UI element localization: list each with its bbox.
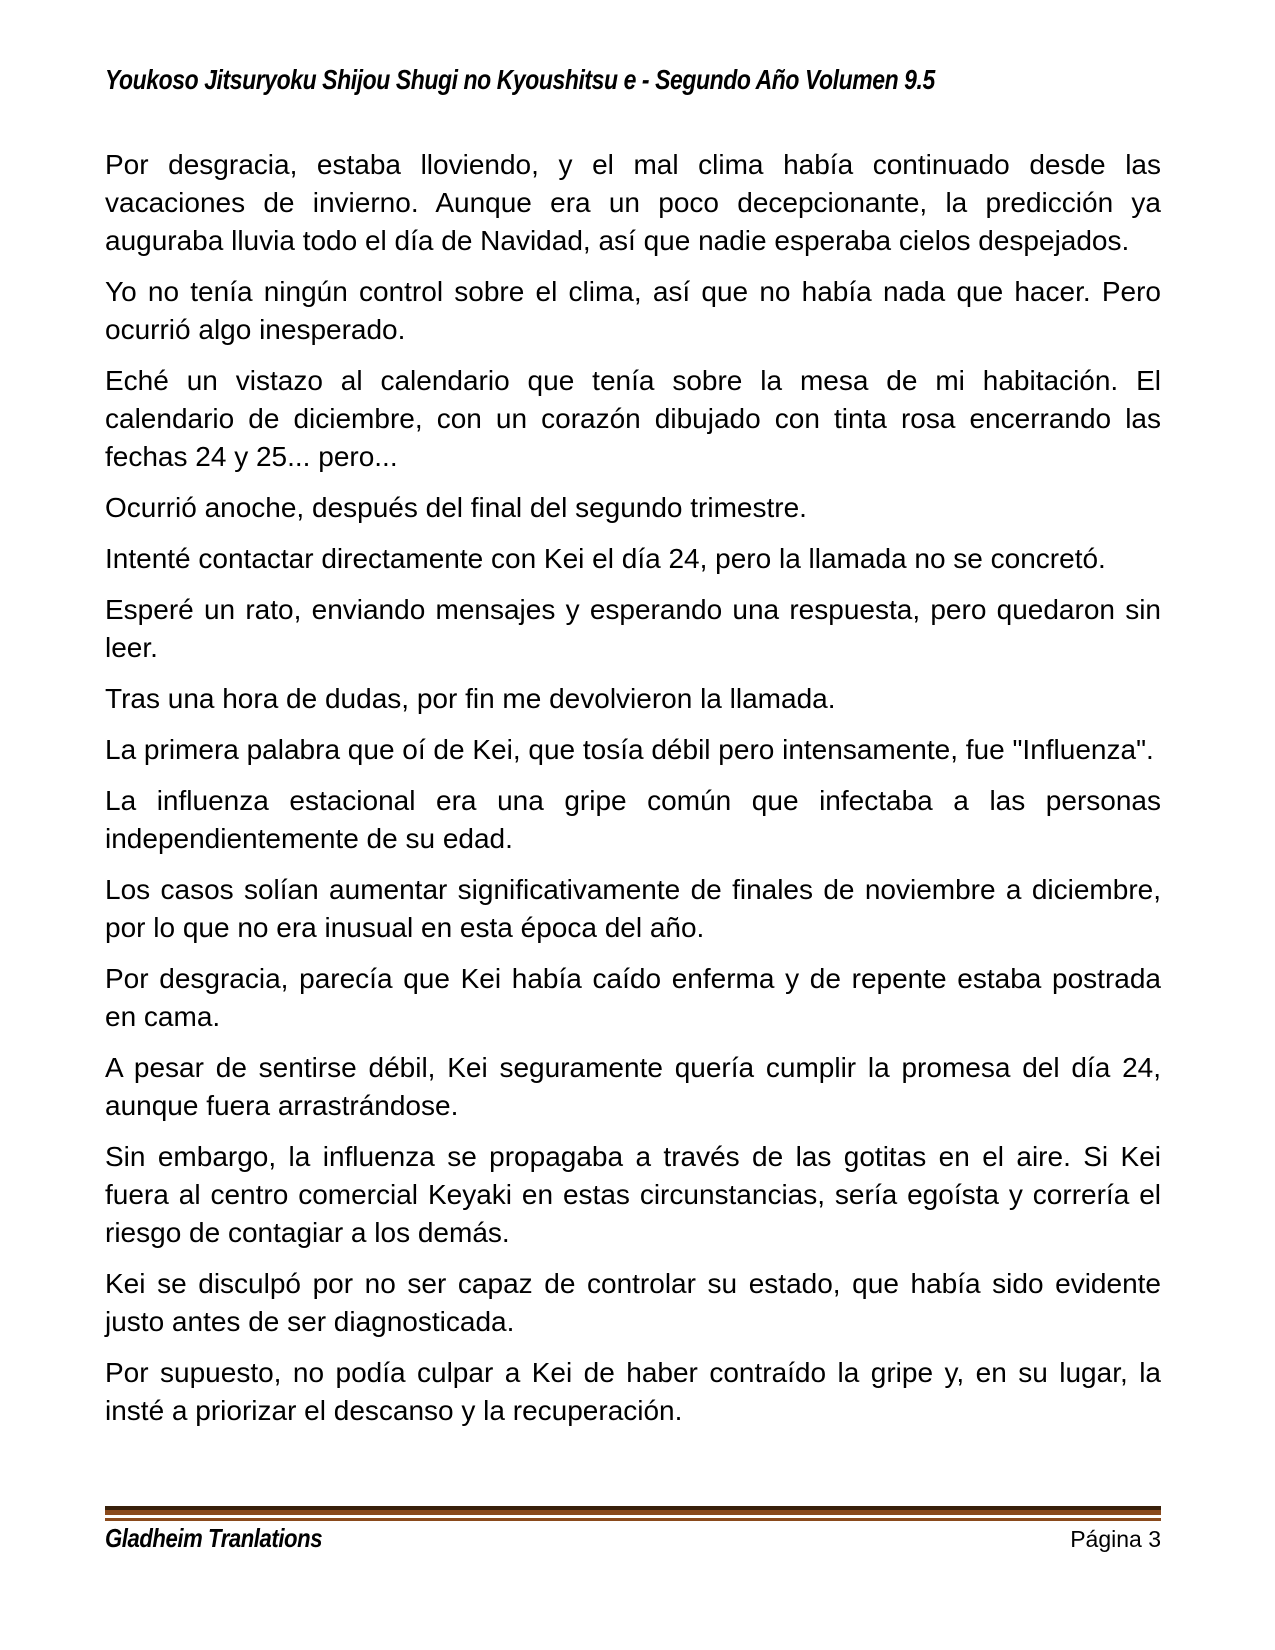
paragraph: La primera palabra que oí de Kei, que tosía débil pero intensamente, fue "Influenza". [105, 734, 1154, 765]
translator-name: Gladheim Tranlations [105, 1523, 323, 1553]
paragraph: Por desgracia, parecía que Kei había caído enferma y de repente estaba postrada en cama. [105, 963, 1161, 1032]
paragraph: Sin embargo, la influenza se propagaba a través de las gotitas en el aire. Si Kei fuera al centro comercial Keyaki en estas circunstancias, sería egoísta y correría el riesgo de contagiar a los demás. [105, 1141, 1161, 1248]
paragraph: Intenté contactar directamente con Kei el día 24, pero la llamada no se concretó. [105, 543, 1106, 574]
paragraph: A pesar de sentirse débil, Kei seguramente quería cumplir la promesa del día 24, aunque fuera arrastrándose. [105, 1052, 1161, 1121]
body-text [105, 146, 1161, 1443]
paragraph: Esperé un rato, enviando mensajes y esperando una respuesta, pero quedaron sin leer. [105, 594, 1161, 663]
footer-row [105, 1523, 1161, 1554]
paragraph: Yo no tenía ningún control sobre el clima, así que no había nada que hacer. Pero ocurrió algo inesperado. [105, 276, 1161, 345]
paragraph: Por supuesto, no podía culpar a Kei de haber contraído la gripe y, en su lugar, la insté a priorizar el descanso y la recuperación. [105, 1357, 1161, 1426]
paragraph: Los casos solían aumentar significativamente de finales de noviembre a diciembre, por lo que no era inusual en esta época del año. [105, 874, 1161, 943]
paragraph: La influenza estacional era una gripe común que infectaba a las personas independientemente de su edad. [105, 785, 1161, 854]
paragraph: Ocurrió anoche, después del final del segundo trimestre. [105, 492, 807, 523]
footer-rule-thin [105, 1518, 1161, 1521]
page-number: Página 3 [1070, 1526, 1161, 1552]
page-footer [105, 1506, 1161, 1554]
document-title: Youkoso Jitsuryoku Shijou Shugi no Kyoushitsu e - Segundo Año Volumen 9.5 [105, 64, 935, 95]
paragraph: Eché un vistazo al calendario que tenía sobre la mesa de mi habitación. El calendario de diciembre, con un corazón dibujado con tinta rosa encerrando las fechas 24 y 25... pero... [105, 365, 1161, 472]
paragraph: Tras una hora de dudas, por fin me devolvieron la llamada. [105, 683, 836, 714]
paragraph: Por desgracia, estaba lloviendo, y el mal clima había continuado desde las vacaciones de invierno. Aunque era un poco decepcionante, la predicción ya auguraba lluvia todo el día de Navidad, así que nadie esperaba cielos despejados. [105, 149, 1161, 256]
footer-rule-thick [105, 1506, 1161, 1515]
paragraph: Kei se disculpó por no ser capaz de controlar su estado, que había sido evidente justo antes de ser diagnosticada. [105, 1268, 1161, 1337]
page-header [105, 64, 1161, 96]
